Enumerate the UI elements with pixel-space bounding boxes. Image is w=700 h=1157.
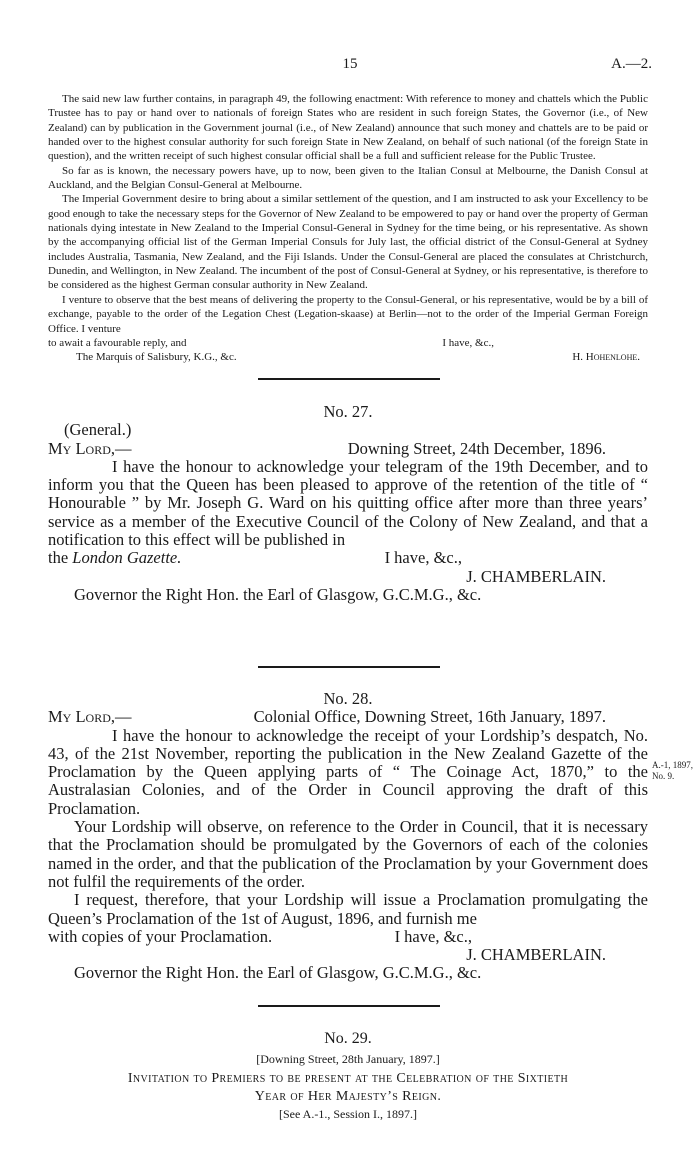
despatch-number: No. 29. xyxy=(324,1030,372,1047)
paragraph: I have the honour to acknowledge your telegram of the 19th December, and to inform you that the Queen has been pleased to approve of the retention of the title of “ Honourable ” by Mr. Joseph G. Ward on his quitting office after more than three years’ service as a member of the Executive Council of the Colony of New Zealand, and that a notification to this effect will be published in xyxy=(48,456,648,550)
paragraph: So far as is known, the necessary powers have, up to now, been given to the Italian Consul at Melbourne, the Danish Consul at Auckland, and the Belgian Consul-General at Melbourne. xyxy=(48,164,648,192)
place-date: [Downing Street, 28th January, 1897.] xyxy=(256,1052,440,1066)
place-date: Downing Street, 24th December, 1896. xyxy=(347,438,606,458)
paragraph: The Imperial Government desire to bring about a similar settlement of the question, and I am instructed to ask your Excellency to be good enough to take the necessary steps for the Governor of New Zealand to be empowered to pay or hand over the property of German nationals dying intestate in New Zealand to the Imperial Consul-General in Sydney for the time being, or his representative. As shown by the accompanying official list of the German Imperial Consuls for July last, the official district of the Consul-General at Sydney includes Australia, Tasmania, New Zealand, and the Fiji Islands. Under the Consul-General are placed the consulates at Christchurch, Dunedin, and Wellington, in New Zealand. The incumbent of the post of Consul-General at Sydney, or his representative, is therefore to be considered as the highest German consular authority in New Zealand. xyxy=(48,193,648,292)
paragraph-end: the London Gazette. xyxy=(48,548,182,568)
salutation: My Lord,— xyxy=(48,707,132,727)
letter-continuation xyxy=(48,92,648,365)
margin-reference xyxy=(652,760,693,782)
despatch-number: No. 27. xyxy=(323,402,373,421)
paragraph: I request, therefore, that your Lordship will issue a Proclamation promulgating the Queen’s Proclamation of the 1st of August, 1896, and furnish me xyxy=(48,890,648,928)
despatch-title: Invitation to Premiers to be present at the Celebration of the Sixtieth xyxy=(127,1071,569,1086)
recipient: Governor the Right Hon. the Earl of Glasgow, G.C.M.G., &c. xyxy=(74,584,482,604)
despatch-28 xyxy=(48,690,648,983)
paragraph: I have the honour to acknowledge the receipt of your Lordship’s despatch, No. 43, of the 21st November, reporting the publication in the New Zealand Gazette of the Proclamation by the Queen applying parts of “ The Coinage Act, 1870,” to the Australasian Colonies, and of the Order in Council approving the draft of this Proclamation. xyxy=(48,725,648,818)
signature: J. CHAMBERLAIN. xyxy=(466,566,606,586)
despatch-category: (General.) xyxy=(64,420,132,440)
section-divider xyxy=(258,1005,440,1007)
salutation: My Lord,— xyxy=(48,438,132,458)
despatch-27 xyxy=(48,403,648,604)
see-reference: [See A.-1., Session I., 1897.] xyxy=(279,1107,417,1121)
section-divider xyxy=(258,378,440,380)
page-number: 15 xyxy=(342,56,358,72)
paragraph: The said new law further contains, in paragraph 49, the following enactment: With reference to money and chattels which the Public Trustee has to pay or hand over to nationals of foreign States who are resident in such foreign States, the Governor (i.e., of New Zealand) can by publication in the Government journal (i.e., of New Zealand) announce that such money and chattels are to be paid or handed over to the highest consular authority for such foreign State in New Zealand, on behalf of such national (of the foreign State in question), and the written receipt of such highest consular official shall be a full and sufficient release for the Public Trustee. xyxy=(48,93,648,163)
addressee: The Marquis of Salisbury, K.G., &c. xyxy=(76,351,237,364)
signature: H. Hohenlohe. xyxy=(572,351,640,364)
paragraph: I venture to observe that the best means of delivering the property to the Consul-General, or his representative, would be by a bill of exchange, payable to the order of the Legation Chest (Legation-skaase) at Berlin—not to the order of the Imperial German Foreign Office. I venture xyxy=(48,293,648,335)
closing: I have, &c., xyxy=(442,336,494,349)
recipient: Governor the Right Hon. the Earl of Glasgow, G.C.M.G., &c. xyxy=(74,963,482,983)
signature: J. CHAMBERLAIN. xyxy=(466,945,606,965)
margin-reference-line: No. 9. xyxy=(652,771,675,781)
despatch-title: Year of Her Majesty’s Reign. xyxy=(254,1089,442,1104)
paragraph: Your Lordship will observe, on reference to the Order in Council, that it is necessary that the Proclamation should be promulgated by the Governors of each of the colonies named in the order, and that the publication of the Proclamation by your Government does not fulfil the requirements of the order. xyxy=(48,817,648,891)
page-header xyxy=(0,56,700,76)
place-date: Colonial Office, Downing Street, 16th January, 1897. xyxy=(253,707,606,727)
despatch-number: No. 28. xyxy=(323,689,373,708)
margin-reference-line: A.-1, 1897, xyxy=(652,760,693,770)
paragraph-end: with copies of your Proclamation. xyxy=(48,926,273,946)
paper-reference: A.—2. xyxy=(611,56,652,72)
paragraph-end: to await a favourable reply, and xyxy=(48,336,187,349)
closing: I have, &c., xyxy=(384,548,462,568)
section-divider xyxy=(258,666,440,668)
closing: I have, &c., xyxy=(394,926,472,946)
